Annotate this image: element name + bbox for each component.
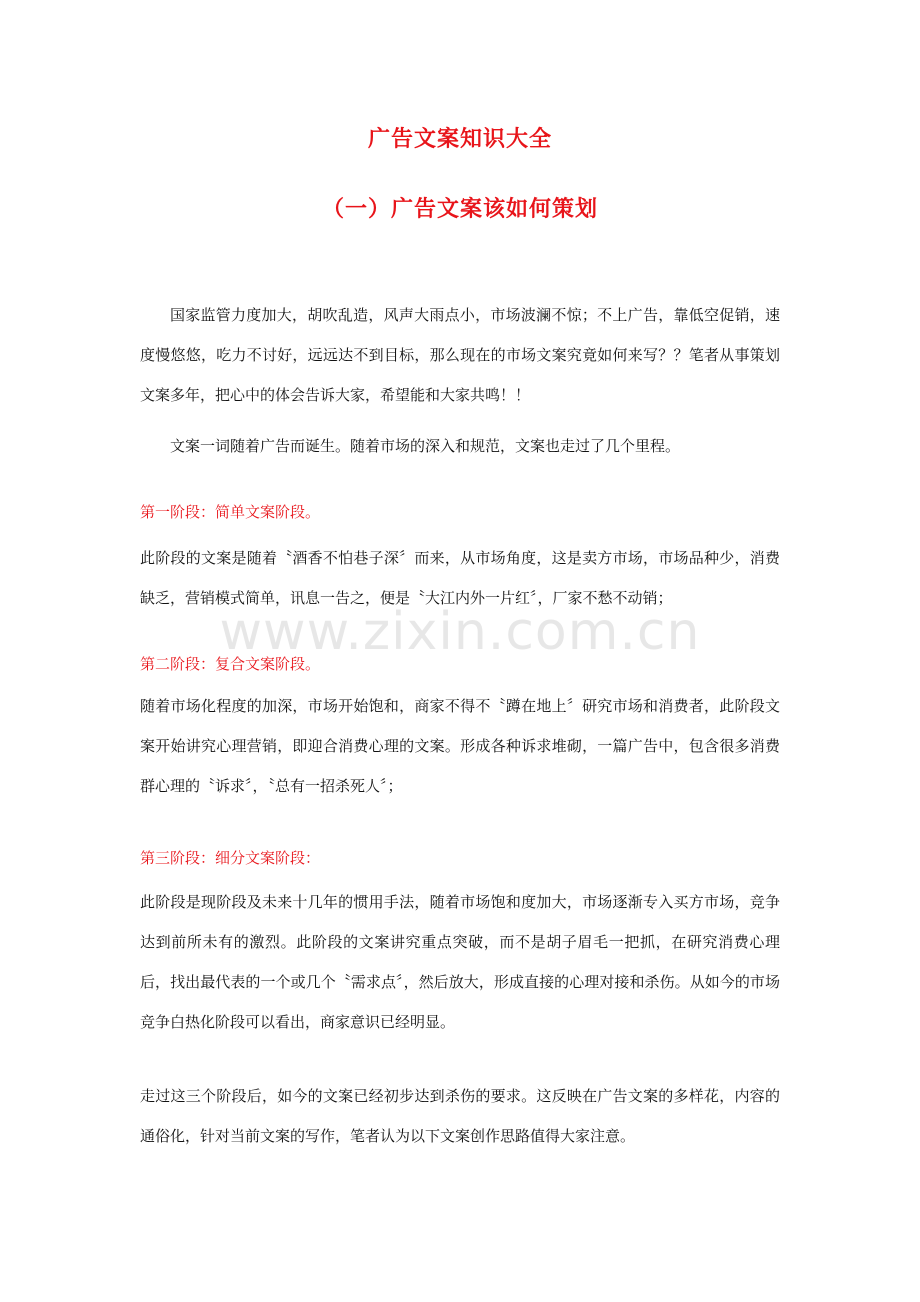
- intro-paragraph: 国家监管力度加大，胡吹乱造，风声大雨点小，市场波澜不惊；不上广告，靠低空促销，速度慢悠悠，吃力不讨好，远远达不到目标，那么现在的市场文案究竟如何来写？？笔者从事策划文案多年，把心中的体会告诉大家，希望能和大家共鸣！！: [140, 306, 780, 404]
- watermark: www.zixin.com.cn: [219, 602, 701, 662]
- document-subtitle: （一）广告文案该如何策划: [321, 197, 598, 222]
- stage-3-heading: 第三阶段：细分文案阶段：: [140, 849, 321, 867]
- stage-2-heading: 第二阶段：复合文案阶段。: [140, 655, 321, 673]
- stage-3-body: 此阶段是现阶段及未来十几年的惯用手法，随着市场饱和度加大，市场逐渐专入买方市场，竞争达到前所未有的激烈。此阶段的文案讲究重点突破，而不是胡子眉毛一把抓，在研究消费心理后，找出最代表的一个或几个〝需求点〞，然后放大，形成直接的心理对接和杀伤。从如今的市场竞争白热化阶段可以看出，商家意识已经明显。: [140, 893, 780, 1031]
- intro-paragraph-2: 文案一词随着广告而诞生。随着市场的深入和规范，文案也走过了几个里程。: [170, 437, 681, 455]
- closing-paragraph: 走过这三个阶段后，如今的文案已经初步达到杀伤的要求。这反映在广告文案的多样花，内容的通俗化，针对当前文案的写作，笔者认为以下文案创作思路值得大家注意。: [140, 1087, 780, 1145]
- document-title: 广告文案知识大全: [367, 127, 552, 152]
- stage-1-heading: 第一阶段：简单文案阶段。: [140, 503, 321, 521]
- stage-2-body: 随着市场化程度的加深，市场开始饱和，商家不得不〝蹲在地上〞研究市场和消费者，此阶段文案开始讲究心理营销，即迎合消费心理的文案。形成各种诉求堆砌，一篇广告中，包含很多消费群心理的〝诉求〞，〝总有一招杀死人〞；: [140, 697, 780, 795]
- stage-1-body: 此阶段的文案是随着〝酒香不怕巷子深〞而来，从市场角度，这是卖方市场，市场品种少，消费缺乏，营销模式简单，讯息一告之，便是〝大江内外一片红〞，厂家不愁不动销；: [140, 549, 780, 607]
